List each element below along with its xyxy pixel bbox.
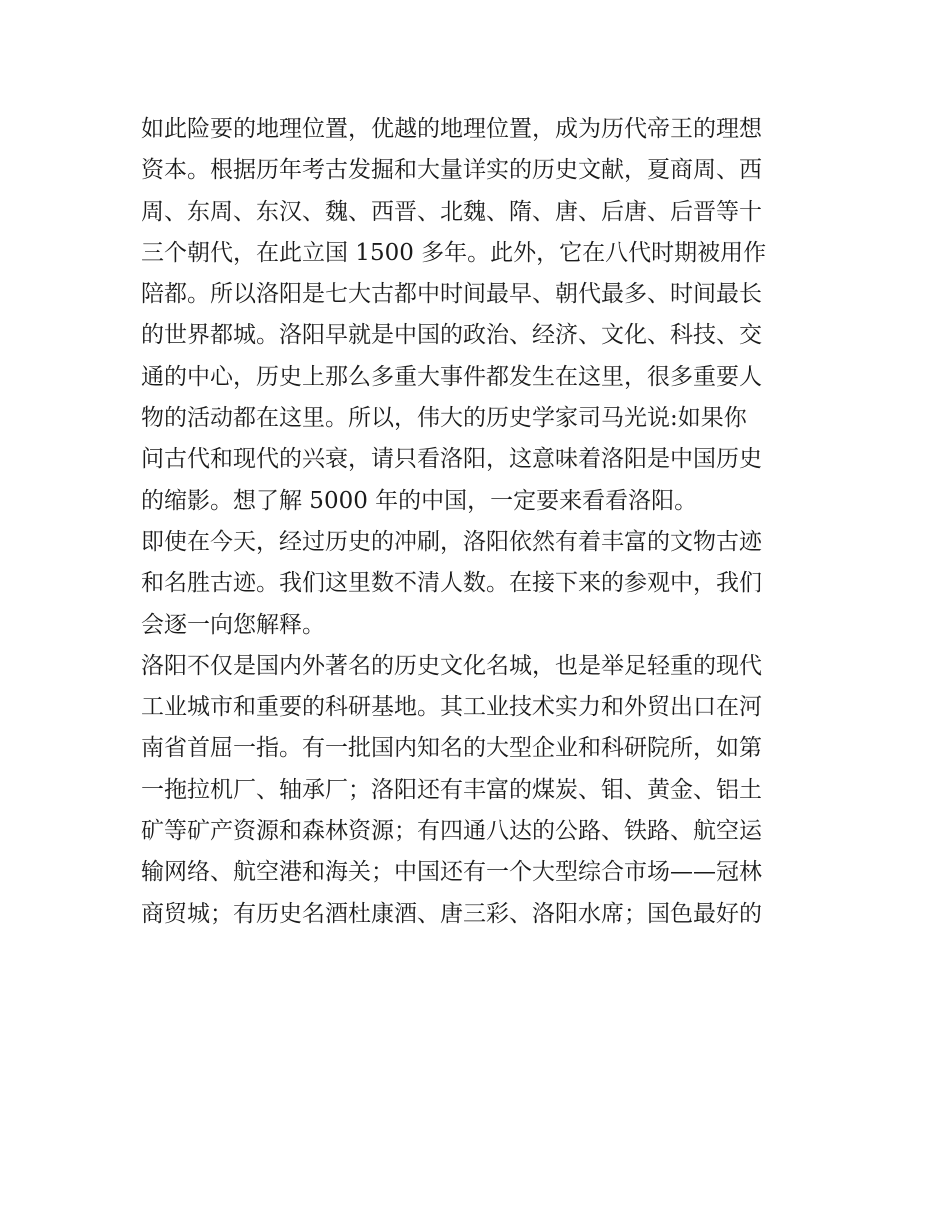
text-line: 工业城市和重要的科研基地。其工业技术实力和外贸出口在河 [141,694,762,721]
text-line: 矿等矿产资源和森林资源；有四通八达的公路、铁路、航空运 [141,818,762,845]
text-line: 物的活动都在这里。所以，伟大的历史学家司马光说:如果你 [141,405,747,432]
text-line: 问古代和现代的兴衰，请只看洛阳，这意味着洛阳是中国历史 [141,446,762,473]
text-line: 周、东周、东汉、魏、西晋、北魏、隋、唐、后唐、后晋等十 [141,198,762,225]
text-line: 和名胜古迹。我们这里数不清人数。在接下来的参观中，我们 [141,570,762,597]
text-line: 商贸城；有历史名酒杜康酒、唐三彩、洛阳水席；国色最好的 [141,900,762,927]
text-line: 陪都。所以洛阳是七大古都中时间最早、朝代最多、时间最长 [141,281,762,308]
text-line: 南省首屈一指。有一批国内知名的大型企业和科研院所，如第 [141,735,762,762]
text-line: 洛阳不仅是国内外著名的历史文化名城，也是举足轻重的现代 [141,652,762,679]
text-line: 如此险要的地理位置，优越的地理位置，成为历代帝王的理想 [141,116,762,142]
text-line: 通的中心，历史上那么多重大事件都发生在这里，很多重要人 [141,363,762,390]
text-line: 即使在今天，经过历史的冲刷，洛阳依然有着丰富的文物古迹 [141,528,762,555]
text-line: 输网络、航空港和海关；中国还有一个大型综合市场——冠林 [141,859,762,886]
text-line: 会逐一向您解释。 [141,611,325,638]
text-line: 的世界都城。洛阳早就是中国的政治、经济、文化、科技、交 [141,322,762,349]
text-line: 三个朝代，在此立国 1500 多年。此外，它在八代时期被用作 [141,239,767,266]
text-line: 资本。根据历年考古发掘和大量详实的历史文献，夏商周、西 [141,157,762,184]
text-line: 的缩影。想了解 5000 年的中国，一定要来看看洛阳。 [141,487,698,514]
document-body [141,109,831,935]
text-line: 一拖拉机厂、轴承厂；洛阳还有丰富的煤炭、钼、黄金、铝土 [141,776,762,803]
